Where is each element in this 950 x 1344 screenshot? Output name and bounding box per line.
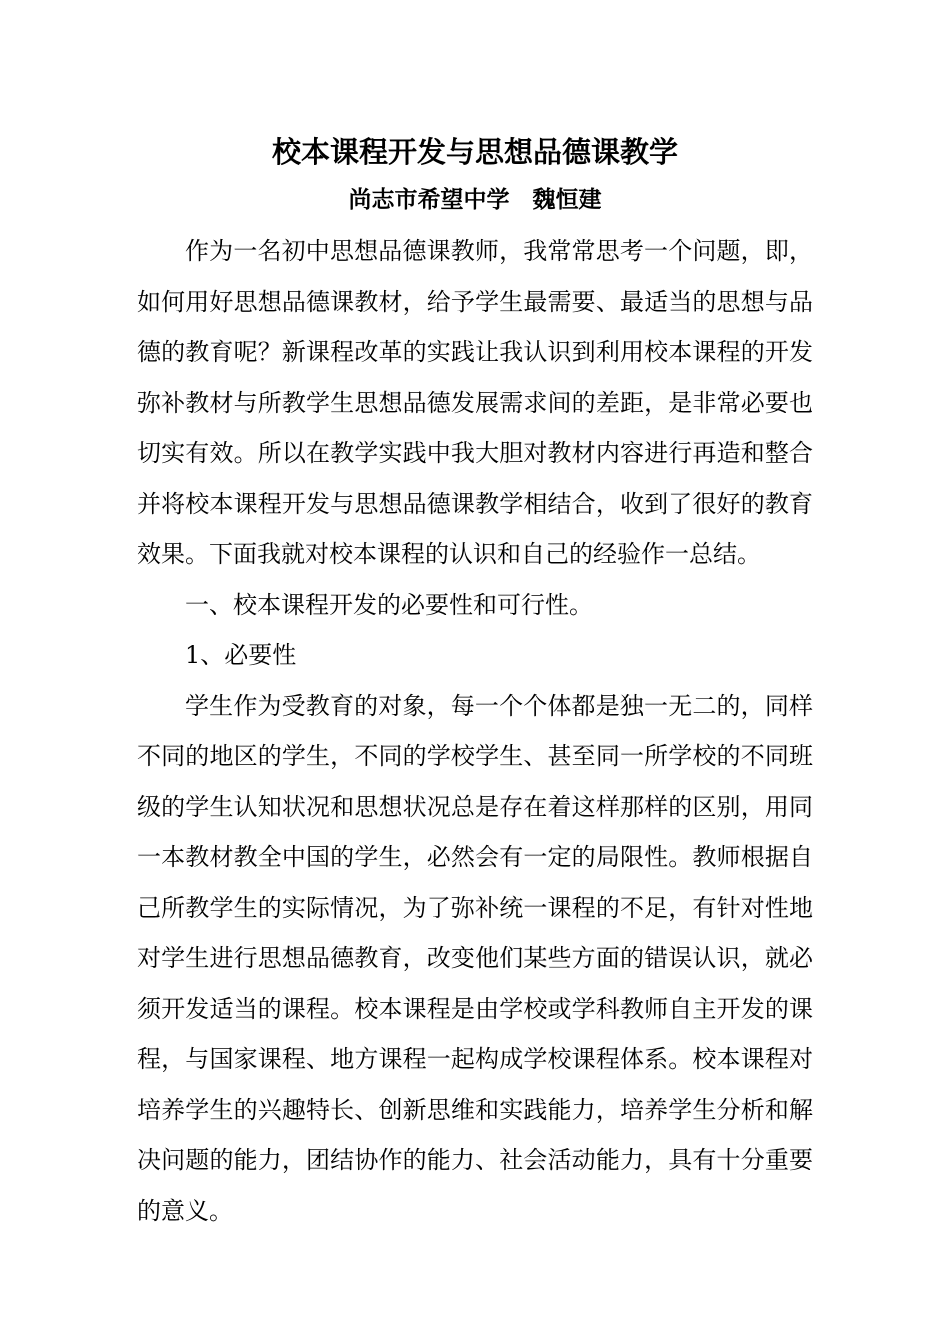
document-title: 校本课程开发与思想品德课教学 bbox=[271, 135, 678, 169]
document-body bbox=[137, 226, 813, 1236]
intro-paragraph: 作为一名初中思想品德课教师，我常常思考一个问题，即，如何用好思想品德课教材，给予学生最需要、最适当的思想与品德的教育呢？新课程改革的实践让我认识到利用校本课程的开发弥补教材与所教学生思想品德发展需求间的差距，是非常必要也切实有效。所以在教学实践中我大胆对教材内容进行再造和整合并将校本课程开发与思想品德课教学相结合，收到了很好的教育效果。下面我就对校本课程的认识和自己的经验作一总结。 bbox=[137, 237, 813, 568]
necessity-paragraph: 学生作为受教育的对象，每一个个体都是独一无二的，同样不同的地区的学生，不同的学校学生、甚至同一所学校的不同班级的学生认知状况和思想状况总是存在着这样那样的区别，用同一本教材教全中国的学生，必然会有一定的局限性。教师根据自己所教学生的实际情况，为了弥补统一课程的不足，有针对性地对学生进行思想品德教育，改变他们某些方面的错误认识，就必须开发适当的课程。校本课程是由学校或学科教师自主开发的课程，与国家课程、地方课程一起构成学校课程体系。校本课程对培养学生的兴趣特长、创新思维和实践能力，培养学生分析和解决问题的能力，团结协作的能力、社会活动能力，具有十分重要的意义。 bbox=[137, 691, 813, 1225]
author-line: 尚志市希望中学 魏恒建 bbox=[348, 187, 602, 213]
section-heading: 一、校本课程开发的必要性和可行性。 bbox=[185, 590, 593, 619]
subsection-heading: 1、必要性 bbox=[185, 641, 297, 669]
